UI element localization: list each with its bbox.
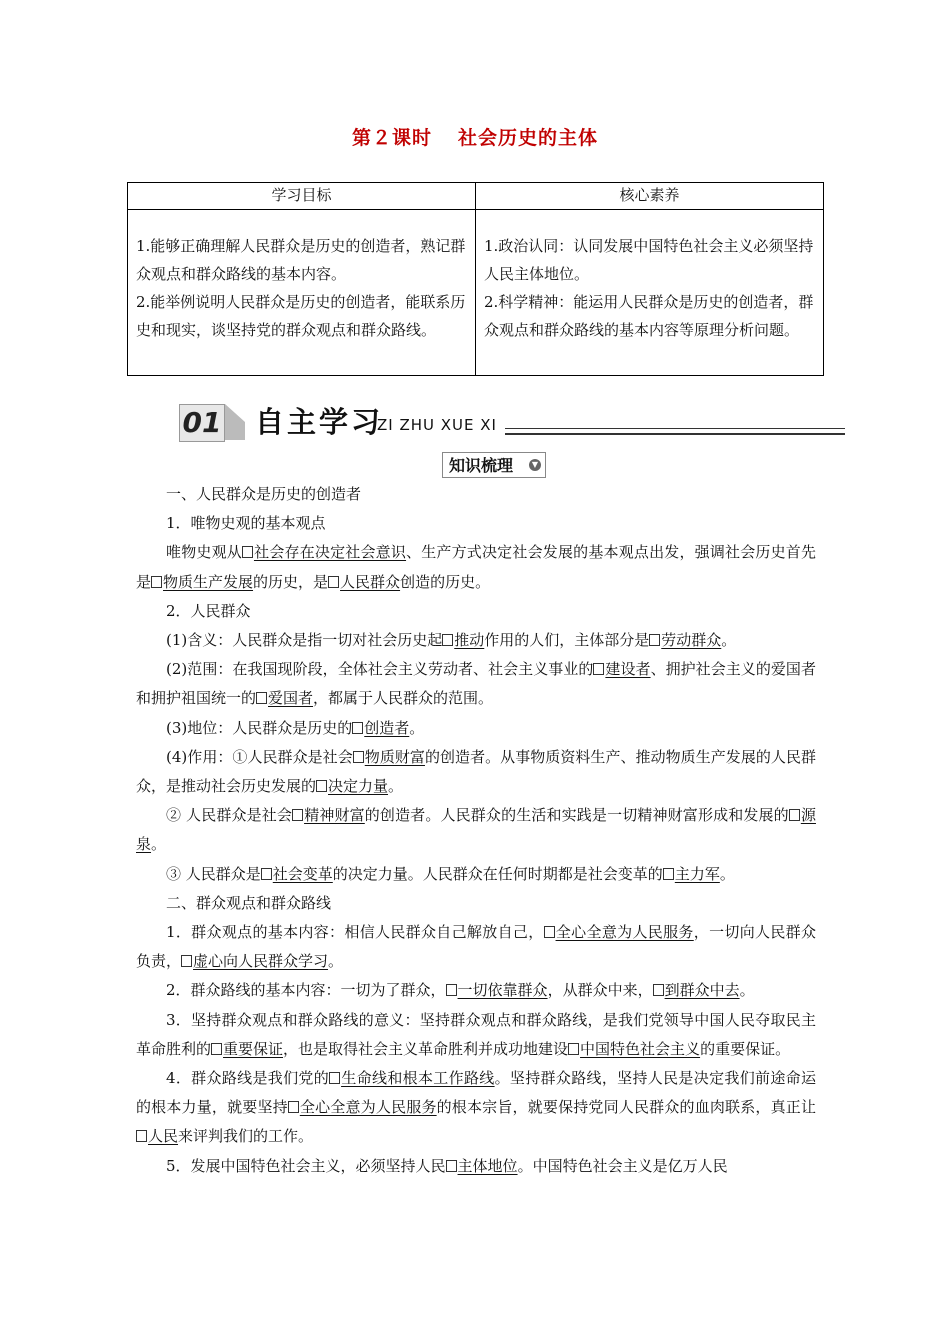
- blank-box-icon: [352, 722, 363, 734]
- paragraph: 3．坚持群众观点和群众路线的意义：坚持群众观点和群众路线，是我们党领导中国人民夺取民主革命胜利的 重要保证，也是取得社会主义革命胜利并成功地建设 中国特色社会主义的重要保证。: [136, 1010, 816, 1058]
- core-literacy-cell: 1.政治认同：认同发展中国特色社会主义必须坚持人民主体地位。 2.科学精神：能运用人民群众是历史的创造者，群众观点和群众路线的基本内容等原理分析问题。: [476, 210, 824, 376]
- section-number: 01: [179, 404, 225, 442]
- paragraph: ② 人民群众是社会 精神财富的创造者。人民群众的生活和实践是一切精神财富形成和发展的 源泉。: [136, 806, 816, 854]
- paragraph: (4)作用：①人民群众是社会 物质财富的创造者。从事物质资料生产、推动物质生产发展的人民群众，是推动社会历史发展的 决定力量。: [136, 747, 816, 796]
- goals-header-learning: 学习目标: [128, 183, 476, 210]
- section-pinyin: ZI ZHU XUE XI: [377, 416, 497, 434]
- paragraph: 2．群众路线的基本内容：一切为了群众， 一切依靠群众，从群众中来， 到群众中去。: [166, 981, 755, 1000]
- learning-goals-cell: 1.能够正确理解人民群众是历史的创造者，熟记群众观点和群众路线的基本内容。 2.能举例说明人民群众是历史的创造者，能联系历史和现实，谈坚持党的群众观点和群众路线。: [128, 210, 476, 376]
- blank-box-icon: [442, 634, 453, 646]
- paragraph: 1．群众观点的基本内容：相信人民群众自己解放自己， 全心全意为人民服务，一切向人民群众负责， 虚心向人民群众学习。: [136, 923, 816, 971]
- blank-box-icon: [328, 576, 339, 588]
- blank-box-icon: [316, 780, 327, 792]
- chevron-down-icon: ▼: [529, 459, 541, 471]
- blank-box-icon: [211, 1043, 222, 1055]
- paragraph: 5．发展中国特色社会主义，必须坚持人民 主体地位。中国特色社会主义是亿万人民: [166, 1156, 728, 1175]
- banner-rule: [505, 428, 845, 435]
- blank-box-icon: [653, 984, 664, 996]
- blank-box-icon: [242, 546, 253, 558]
- blank-box-icon: [181, 955, 192, 967]
- blank-box-icon: [353, 751, 364, 763]
- section-banner: [175, 402, 845, 444]
- blank-box-icon: [663, 868, 674, 880]
- blank-box-icon: [649, 634, 660, 646]
- subsection-title: 2．人民群众: [166, 601, 251, 620]
- blank-box-icon: [292, 809, 303, 821]
- paragraph: 4．群众路线是我们党的 生命线和根本工作路线。坚持群众路线，坚持人民是决定我们前途命运的根本力量，就要坚持 全心全意为人民服务的根本宗旨，就要保持党同人民群众的血肉联系，真正让人民来评判我们的工作。: [136, 1069, 816, 1146]
- page-title: 第２课时 社会历史的主体: [351, 127, 599, 149]
- section-title: 一、人民群众是历史的创造者: [166, 485, 362, 503]
- blank-box-icon: [288, 1101, 299, 1113]
- knowledge-subhead: 知识梳理 ▼: [442, 452, 546, 478]
- paragraph: ③ 人民群众是 社会变革的决定力量。人民群众在任何时期都是社会变革的 主力军。: [166, 864, 735, 883]
- blank-box-icon: [446, 1160, 457, 1172]
- section-heading: 自主学习: [255, 405, 384, 439]
- section-title: 二、群众观点和群众路线: [166, 893, 332, 912]
- banner-triangle-icon: [225, 404, 245, 440]
- paragraph: (2)范围：在我国现阶段，全体社会主义劳动者、社会主义事业的 建设者、拥护社会主义的爱国者和拥护祖国统一的 爱国者，都属于人民群众的范围。: [136, 660, 816, 708]
- blank-box-icon: [151, 576, 162, 588]
- blank-box-icon: [568, 1043, 579, 1055]
- paragraph: (1)含义：人民群众是指一切对社会历史起 推动作用的人们，主体部分是 劳动群众。: [166, 631, 737, 650]
- blank-box-icon: [789, 809, 800, 821]
- content-body: [136, 480, 816, 1181]
- blank-box-icon: [261, 868, 272, 880]
- blank-box-icon: [256, 692, 267, 704]
- goals-table: [127, 182, 824, 376]
- subsection-title: 1．唯物史观的基本观点: [166, 514, 326, 533]
- blank-box-icon: [593, 663, 604, 675]
- blank-box-icon: [136, 1130, 147, 1142]
- blank-box-icon: [544, 926, 555, 938]
- blank-box-icon: [446, 984, 457, 996]
- paragraph: (3)地位：人民群众是历史的 创造者。: [166, 718, 425, 737]
- goals-header-core: 核心素养: [476, 183, 824, 210]
- blank-box-icon: [329, 1072, 340, 1084]
- paragraph: 唯物史观从 社会存在决定社会意识、生产方式决定社会发展的基本观点出发，强调社会历史首先是 物质生产发展的历史，是 人民群众创造的历史。: [136, 543, 816, 591]
